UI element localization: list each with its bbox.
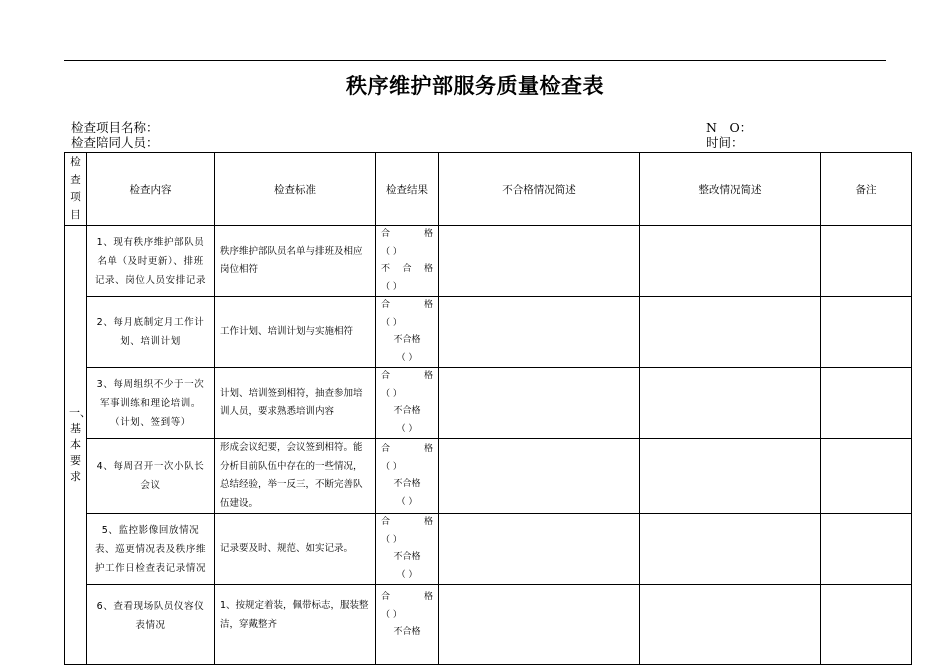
result-pass-paren: （ ） — [381, 246, 402, 257]
rectify-cell[interactable] — [640, 514, 821, 585]
category-header-text: 检查项目 — [70, 156, 81, 221]
page-title: 秩序维护部服务质量检查表 — [346, 74, 604, 98]
content-cell: 2、每月底制定月工作计划、培训计划 — [87, 297, 215, 368]
result-pass-paren: （ ） — [381, 609, 402, 620]
remark-cell[interactable] — [821, 226, 912, 297]
standard-cell: 记录要及时、规范、如实记录。 — [215, 514, 376, 585]
nonconform-cell[interactable] — [439, 439, 640, 514]
remark-cell[interactable] — [821, 368, 912, 439]
table-row — [65, 585, 912, 665]
rectify-cell[interactable] — [640, 585, 821, 665]
result-cell — [376, 368, 439, 439]
result-pass: 合 格 — [381, 300, 433, 310]
result-pass: 合 格 — [381, 517, 433, 527]
content-cell: 5、监控影像回放情况表、巡更情况表及秩序维护工作日检查表记录情况 — [87, 514, 215, 585]
column-header-result: 检查结果 — [376, 153, 439, 226]
result-pass: 合 格 — [381, 229, 433, 239]
escort-label: 检查陪同人员： — [71, 135, 159, 150]
category-cell — [65, 226, 91, 665]
standard-cell: 工作计划、培训计划与实施相符 — [215, 297, 376, 368]
result-fail-paren: （ ） — [381, 281, 402, 292]
result-fail-paren: （ ） — [396, 496, 418, 507]
remark-cell[interactable] — [821, 514, 912, 585]
column-header-rectify: 整改情况简述 — [640, 153, 821, 226]
result-pass: 合 格 — [381, 592, 433, 602]
table-row — [65, 297, 912, 368]
content-cell: 4、每周召开一次小队长会议 — [87, 439, 215, 514]
standard-cell: 秩序维护部队员名单与排班及相应岗位相符 — [215, 226, 376, 297]
rectify-cell[interactable] — [640, 368, 821, 439]
result-cell — [376, 514, 439, 585]
result-fail: 不合格 — [393, 479, 421, 489]
result-cell — [376, 439, 439, 514]
nonconform-cell[interactable] — [439, 226, 640, 297]
table-row — [65, 514, 912, 585]
inspection-table — [64, 152, 912, 665]
result-fail-paren: （ ） — [396, 423, 418, 434]
nonconform-cell[interactable] — [439, 297, 640, 368]
result-fail: 不合格 — [393, 335, 421, 345]
content-cell: 1、现有秩序维护部队员名单（及时更新）、排班记录、岗位人员安排记录 — [87, 226, 215, 297]
column-header-remark: 备注 — [821, 153, 912, 226]
result-fail-paren: （ ） — [396, 569, 418, 580]
content-cell: 6、查看现场队员仪容仪表情况 — [87, 585, 215, 665]
result-pass-paren: （ ） — [381, 534, 402, 545]
remark-cell[interactable] — [821, 297, 912, 368]
result-pass: 合 格 — [381, 371, 433, 381]
remark-cell[interactable] — [821, 439, 912, 514]
rectify-cell[interactable] — [640, 226, 821, 297]
project-name-label: 检查项目名称： — [71, 120, 159, 135]
standard-cell: 1、按规定着装，佩带标志，服装整洁，穿戴整齐 — [215, 585, 376, 665]
column-header-standard: 检查标准 — [215, 153, 376, 226]
column-header-nonconform: 不合格情况简述 — [439, 153, 640, 226]
top-rule — [64, 60, 886, 61]
result-fail: 不合格 — [393, 406, 421, 416]
result-fail-paren: （ ） — [396, 352, 418, 363]
rectify-cell[interactable] — [640, 439, 821, 514]
result-pass-paren: （ ） — [381, 388, 402, 399]
category-text: 一、基本要求 — [69, 406, 91, 483]
table-header-row — [65, 153, 912, 226]
result-pass-paren: （ ） — [381, 461, 402, 472]
result-cell — [376, 297, 439, 368]
result-pass: 合 格 — [381, 444, 433, 454]
result-cell — [376, 226, 439, 297]
result-cell — [376, 585, 439, 665]
table-row — [65, 368, 912, 439]
column-header-content: 检查内容 — [87, 153, 215, 226]
content-cell: 3、每周组织不少于一次军事训练和理论培训。（计划、签到等） — [87, 368, 215, 439]
table-row — [65, 226, 912, 297]
nonconform-cell[interactable] — [439, 368, 640, 439]
result-fail: 不 合 格 — [381, 264, 433, 274]
table-row — [65, 439, 912, 514]
standard-cell: 形成会议纪要，会议签到相符。能分析目前队伍中存在的一些情况，总结经验，举一反三，不断完善队伍建设。 — [215, 439, 376, 514]
result-fail: 不合格 — [393, 552, 421, 562]
result-pass-paren: （ ） — [381, 317, 402, 328]
nonconform-cell[interactable] — [439, 514, 640, 585]
rectify-cell[interactable] — [640, 297, 821, 368]
standard-cell: 计划、培训签到相符，抽查参加培训人员，要求熟悉培训内容 — [215, 368, 376, 439]
column-header-category — [65, 153, 87, 226]
no-label: N O： — [706, 120, 753, 135]
result-fail: 不合格 — [393, 627, 421, 637]
remark-cell[interactable] — [821, 585, 912, 665]
nonconform-cell[interactable] — [439, 585, 640, 665]
time-label: 时间： — [706, 135, 744, 150]
